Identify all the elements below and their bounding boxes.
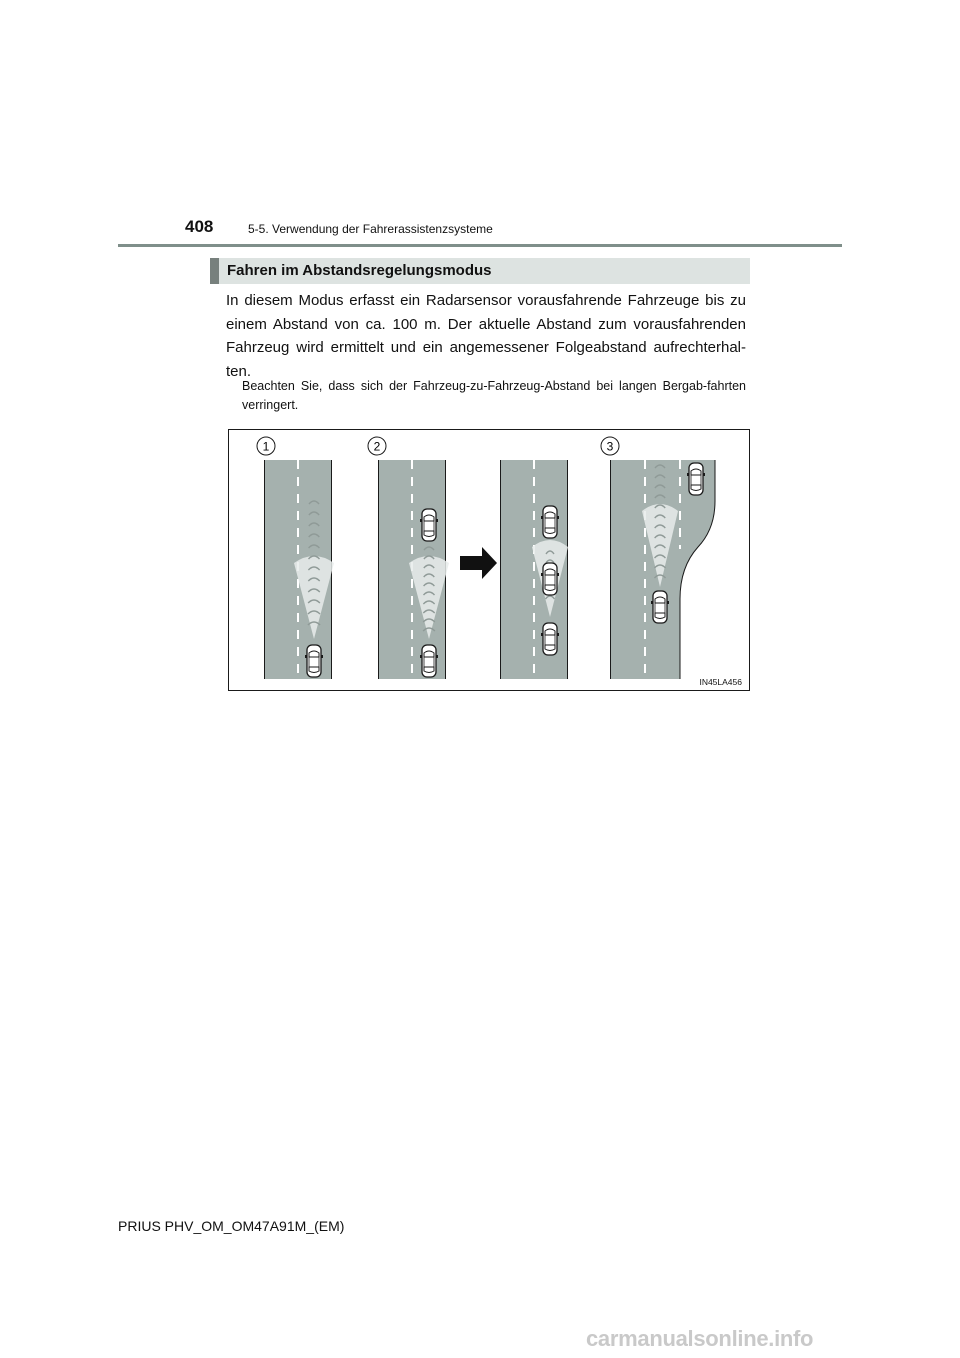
label-3-text: 3 [606,439,614,454]
car-icon [651,591,669,623]
label-1 [257,437,275,455]
page-number: 408 [185,217,214,236]
radar-figure [228,429,750,691]
header-rule [118,244,842,247]
label-1-text: 1 [262,439,270,454]
car-icon [541,623,559,655]
car-icon [420,645,438,677]
label-2 [368,437,386,455]
section-title: 5-5. Verwendung der Fahrerassistenzsysteme [248,222,493,236]
watermark: carmanualsonline.info [586,1326,814,1351]
car-icon [420,509,438,541]
subheading-accent-bar [210,258,219,284]
car-icon [541,506,559,538]
car-icon [305,645,323,677]
label-3 [601,437,619,455]
footer-doc-id: PRIUS PHV_OM_OM47A91M_(EM) [118,1218,345,1234]
figure-code: IN45LA456 [699,677,742,687]
subheading-box [210,258,750,284]
radar-diagram [228,429,750,691]
subheading-title: Fahren im Abstandsregelungsmodus [227,262,492,279]
body-paragraph: In diesem Modus erfasst ein Radarsensor vorausfahrende Fahrzeuge bis zu einem Abstand von ca. 100 m. Der aktuelle Abstand zum vorausfahrenden Fahrzeug wird ermittelt und ein angemessener Folgeabstand aufrechterhal-ten. [226,292,746,380]
car-icon [541,563,559,595]
car-icon [687,463,705,495]
label-2-text: 2 [373,439,381,454]
note-paragraph: Beachten Sie, dass sich der Fahrzeug-zu-Fahrzeug-Abstand bei langen Bergab-fahrten verringert. [242,379,746,412]
